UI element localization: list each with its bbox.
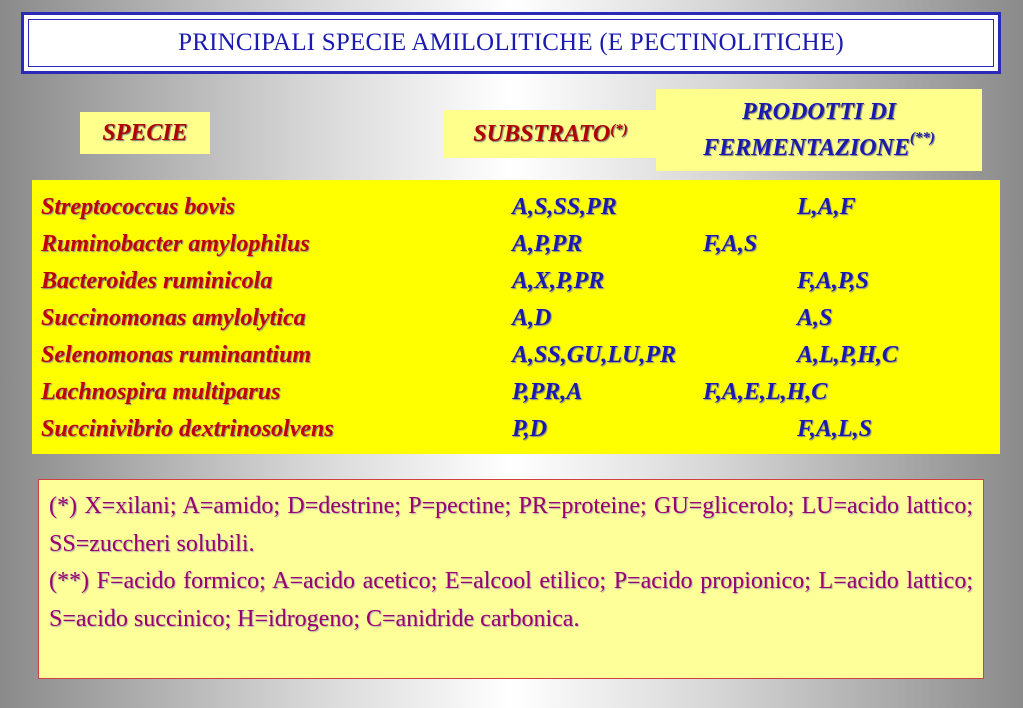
substrate-header-text: SUBSTRATO	[473, 120, 611, 147]
substrate-value: A,D	[512, 305, 552, 331]
products-value: F,A,L,S	[797, 416, 872, 442]
substrate-value: P,D	[512, 416, 547, 442]
species-header	[80, 112, 210, 154]
species-name: Ruminobacter amylophilus	[41, 231, 310, 257]
substrate-value: A,S,SS,PR	[512, 194, 617, 220]
species-table	[32, 180, 1000, 454]
species-name: Succinivibrio dextrinosolvens	[41, 416, 334, 442]
species-name: Selenomonas ruminantium	[41, 342, 312, 368]
title-box	[21, 12, 1001, 74]
note-products-legend: (**) F=acido formico; A=acido acetico; E=alcool etilico; P=acido propionico; L=acido lattico; S=acido succinico; H=idrogeno; C=anidride carbonica.	[49, 568, 973, 632]
products-value: F,A,E,L,H,C	[703, 379, 828, 405]
species-name: Bacteroides ruminicola	[41, 268, 273, 294]
species-header-text: SPECIE	[102, 119, 188, 146]
products-value: A,S	[797, 305, 833, 331]
page-title: PRINCIPALI SPECIE AMILOLITICHE (E PECTINOLITICHE)	[178, 29, 844, 56]
products-value: F,A,S	[703, 231, 758, 257]
products-header-line1: PRODOTTI DI	[742, 99, 896, 125]
products-header-line2	[703, 127, 935, 163]
species-name: Lachnospira multiparus	[41, 379, 281, 405]
substrate-value: A,X,P,PR	[512, 268, 605, 294]
substrate-value: A,P,PR	[512, 231, 583, 257]
species-name: Streptococcus bovis	[41, 194, 235, 220]
products-value: F,A,P,S	[797, 268, 869, 294]
products-value: A,L,P,H,C	[797, 342, 898, 368]
products-header-line2-text: FERMENTAZIONE	[703, 135, 910, 161]
substrate-value: P,PR,A	[512, 379, 583, 405]
products-value: L,A,F	[797, 194, 856, 220]
substrate-value: A,SS,GU,LU,PR	[512, 342, 677, 368]
substrate-header	[444, 110, 657, 158]
substrate-header-mark: (*)	[610, 121, 628, 138]
products-header-mark: (**)	[909, 130, 935, 146]
note-substrate-legend: (*) X=xilani; A=amido; D=destrine; P=pectine; PR=proteine; GU=glicerolo; LU=acido lattico; SS=zuccheri solubili.	[49, 493, 973, 557]
products-header	[656, 89, 982, 171]
species-name: Succinomonas amylolytica	[41, 305, 306, 331]
notes-box	[38, 479, 984, 679]
